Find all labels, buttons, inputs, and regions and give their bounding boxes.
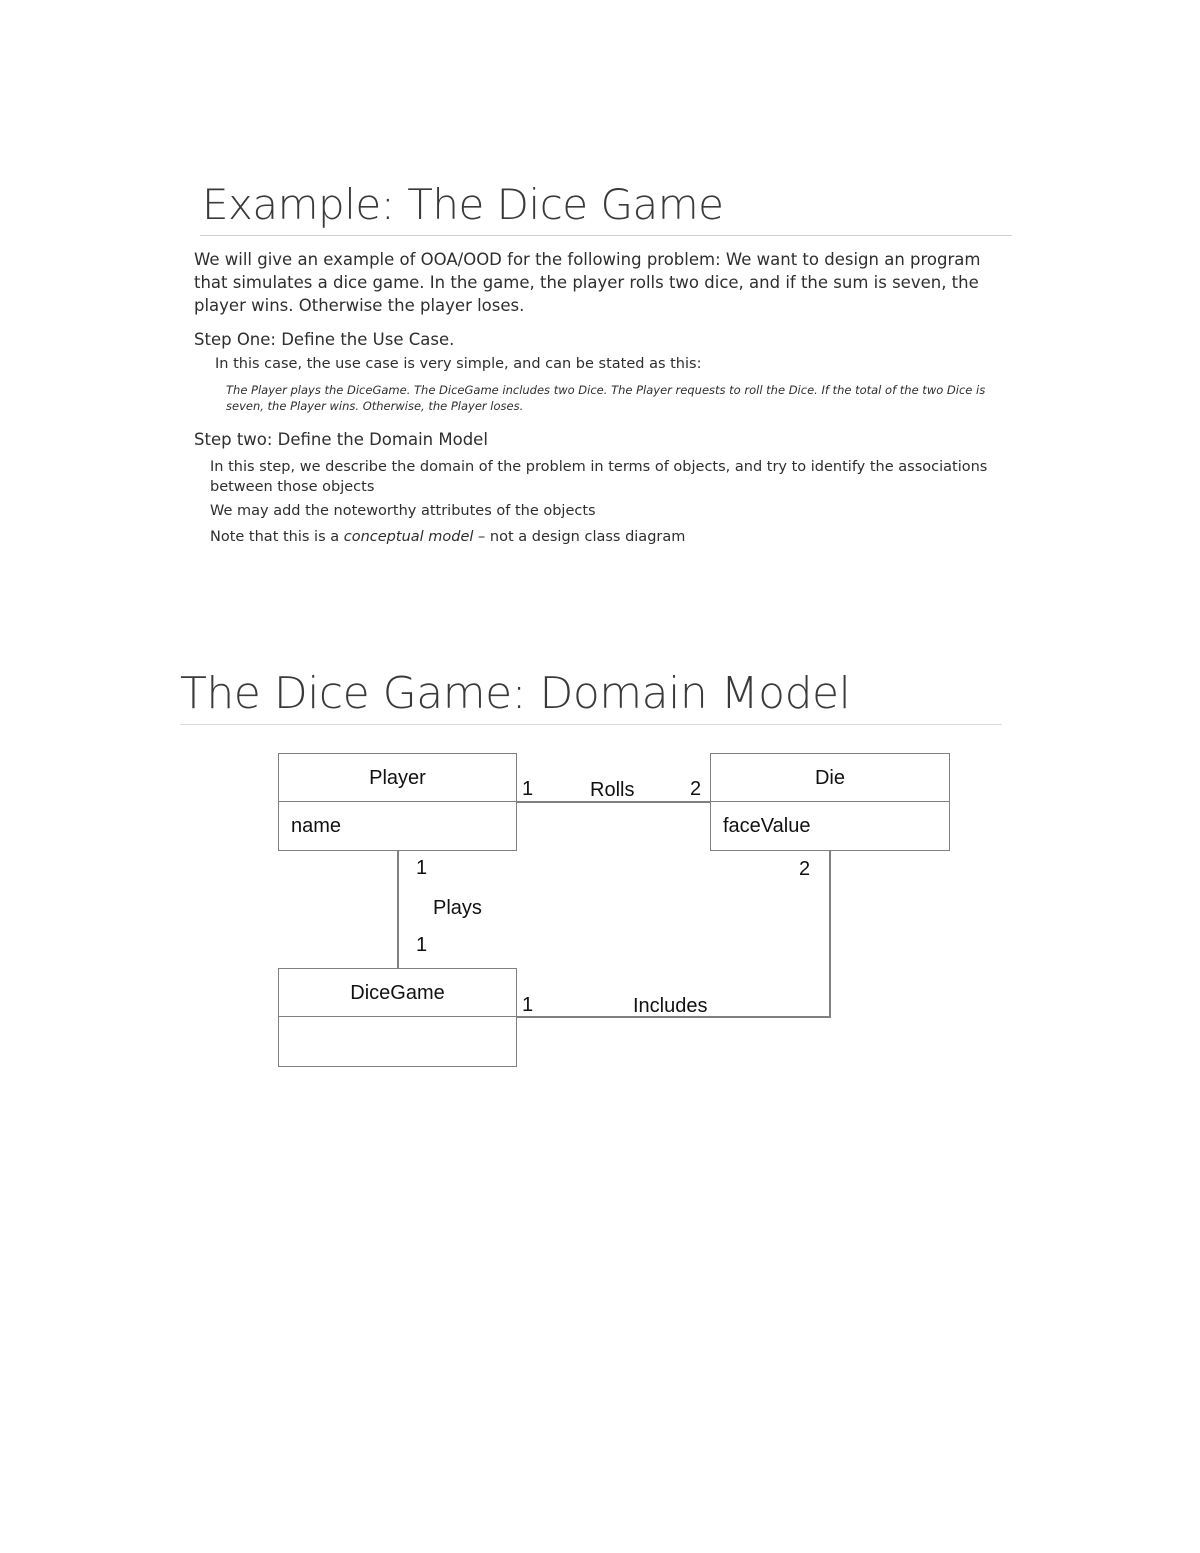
slide-title-domain-model: The Dice Game: Domain Model [180, 668, 851, 719]
step-two-line-note [210, 529, 685, 545]
slide-title-example: Example: The Dice Game [202, 180, 724, 229]
class-attribute: faceValue [723, 815, 811, 837]
plays-association-line [397, 850, 399, 969]
class-attribute: name [291, 815, 342, 837]
step-two-heading: Step two: Define the Domain Model [194, 430, 488, 449]
includes-multiplicity-die: 2 [799, 858, 811, 880]
class-name: DiceGame [279, 969, 516, 1017]
step-one-text: In this case, the use case is very simple, and can be stated as this: [215, 356, 702, 372]
class-name: Die [711, 754, 949, 802]
rolls-label: Rolls [590, 779, 635, 801]
title-underline [180, 724, 1002, 725]
title-underline [200, 235, 1012, 236]
plays-label: Plays [433, 897, 482, 919]
intro-paragraph: We will give an example of OOA/OOD for the following problem: We want to design an program that simulates a dice game. In the game, the player rolls two dice, and if the sum is seven, the player wins. Otherwise the player loses. [194, 250, 981, 315]
step-one-heading: Step One: Define the Use Case. [194, 330, 455, 349]
includes-multiplicity-dicegame: 1 [522, 994, 534, 1016]
note-suffix: – not a design class diagram [473, 529, 686, 545]
includes-label: Includes [633, 995, 708, 1017]
use-case-description: The Player plays the DiceGame. The DiceGame includes two Dice. The Player requests to roll the Dice. If the total of the two Dice is seven, the Player wins. Otherwise, the Player loses. [226, 383, 986, 413]
class-name: Player [279, 754, 516, 802]
rolls-multiplicity-die: 2 [690, 778, 702, 800]
step-two-line-describe: In this step, we describe the domain of the problem in terms of objects, and try to identify the associations between those objects [210, 459, 988, 495]
note-emphasis: conceptual model [343, 529, 474, 545]
class-die [710, 753, 950, 851]
rolls-multiplicity-player: 1 [522, 778, 534, 800]
class-player [278, 753, 517, 851]
step-two-line-attributes: We may add the noteworthy attributes of the objects [210, 503, 596, 519]
note-prefix: Note that this is a [210, 529, 344, 545]
plays-multiplicity-dicegame: 1 [416, 934, 428, 956]
plays-multiplicity-player: 1 [416, 857, 428, 879]
class-dicegame [278, 968, 517, 1067]
includes-association-line-vertical [829, 850, 831, 1018]
